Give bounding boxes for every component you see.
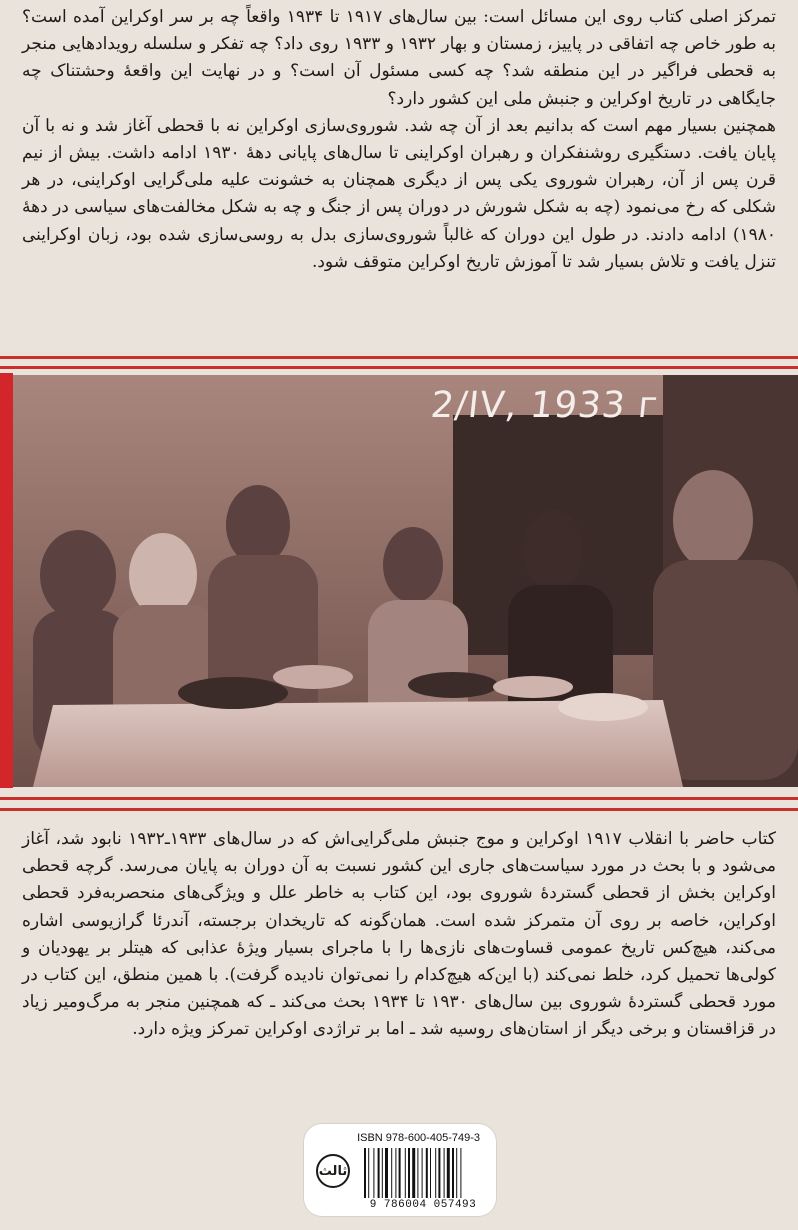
barcode-bar bbox=[412, 1148, 415, 1198]
photo-scene bbox=[13, 375, 798, 787]
barcode-bar bbox=[438, 1148, 440, 1198]
divider-line bbox=[0, 366, 798, 369]
divider-line bbox=[0, 356, 798, 359]
bottom-text-block bbox=[22, 826, 776, 1044]
publisher-logo-icon: ثالث bbox=[316, 1154, 350, 1188]
barcode-icon bbox=[362, 1148, 484, 1198]
red-side-bar bbox=[0, 373, 13, 788]
divider-line bbox=[0, 797, 798, 800]
barcode-bar bbox=[395, 1148, 396, 1198]
isbn-barcode-box bbox=[304, 1124, 496, 1216]
photo-date-caption: 2/IV, 1933 г bbox=[428, 385, 661, 426]
barcode-bar bbox=[430, 1148, 431, 1198]
barcode-bar bbox=[368, 1148, 369, 1198]
isbn-label: ISBN 978-600-405-749-3 bbox=[357, 1132, 480, 1144]
barcode-bar bbox=[385, 1148, 388, 1198]
top-text-block bbox=[22, 4, 776, 276]
barcode-bar bbox=[444, 1148, 445, 1198]
barcode-bar bbox=[456, 1148, 457, 1198]
barcode-bar bbox=[391, 1148, 392, 1198]
barcode-bar bbox=[460, 1148, 461, 1198]
archival-photo bbox=[13, 375, 798, 787]
barcode-bar bbox=[452, 1148, 454, 1198]
barcode-bar bbox=[426, 1148, 428, 1198]
barcode-bar bbox=[435, 1148, 436, 1198]
barcode-bar bbox=[447, 1148, 450, 1198]
barcode-bar bbox=[382, 1148, 383, 1198]
divider-line bbox=[0, 808, 798, 811]
barcode-bar bbox=[417, 1148, 418, 1198]
bottom-paragraph-1: کتاب حاضر با انقلاب ۱۹۱۷ اوکراین و موج جنبش ملی‌گرایی‌اش که در سال‌های ۱۹۳۳ـ۱۹۳۲ نابود شد، آغاز می‌شود و با بحث در مورد سیاست‌های جاری این کشور نسبت به آن دوران به پایان می‌رسد. گرچه قحطی اوکراین بخش از قحطی گستردهٔ شوروی بود، این کتاب به خاطر علل و ویژگی‌های منحصربه‌فرد قحطی اوکراین، خاصه بر روی آن متمرکز شده است. همان‌گونه که تاریخدان برجسته، آندرئا گرازیوسی اشاره می‌کند، هیچ‌کس تاریخ عمومی قساوت‌های نازی‌ها را با ماجرای بسیار ویژهٔ عذابی که هیتلر بر یهودیان و کولی‌ها تحمیل کرد، خلط نمی‌کند (با این‌که هیچ‌کدام را نمی‌توان نادیده گرفت). با همین منطق، این کتاب در مورد قحطی گستردهٔ شوروی بین سال‌های ۱۹۳۰ تا ۱۹۳۴ بحث می‌کند ـ که همچنین منجر به مرگ‌ومیر زیاد در قزاقستان و برخی دیگر از استان‌های روسیه شد ـ اما بر تراژدی اوکراین تمرکز ویژه دارد. bbox=[22, 829, 777, 1040]
barcode-bar bbox=[408, 1148, 410, 1198]
barcode-bar bbox=[378, 1148, 380, 1198]
barcode-bar bbox=[373, 1148, 374, 1198]
top-paragraph-2: همچنین بسیار مهم است که بدانیم بعد از آن چه شد. شوروی‌سازی اوکراین نه با قحطی آغاز شد و نه با آن پایان یافت. دستگیری روشنفکران و رهبران اوکراینی تا سال‌های پایانی دههٔ ۱۹۳۰ ادامه داشت. بیش از نیم قرن پس از آن، رهبران شوروی یکی پس از دیگری همچنان به خشونت علیه ملی‌گرایی اوکراینی، در هر شکلی که رخ می‌نمود (چه به شکل شورش در دوران پس از جنگ و چه به شکل مخالفت‌های سیاسی در دههٔ ۱۹۸۰) ادامه دادند. در طول این دوران که غالباً شوروی‌سازی بدل به روسی‌سازی شده بود، زبان اوکراینی تنزل یافت و تلاش بسیار شد تا آموزش تاریخ اوکراین متوقف شود. bbox=[22, 115, 776, 272]
barcode-bar bbox=[405, 1148, 406, 1198]
barcode-digits: 9 786004 057493 bbox=[369, 1199, 477, 1211]
barcode-bar bbox=[364, 1148, 366, 1198]
barcode-bar bbox=[422, 1148, 423, 1198]
top-paragraph-1: تمرکز اصلی کتاب روی این مسائل است: بین سال‌های ۱۹۱۷ تا ۱۹۳۴ واقعاً چه بر سر اوکراین آمده است؟ به طور خاص چه اتفاقی در پاییز، زمستان و بهار ۱۹۳۲ و ۱۹۳۳ روی داد؟ چه تفکر و سلسله رویدادهایی منجر به قحطی فراگیر در این منطقه شد؟ چه کسی مسئول آن است؟ و در نهایت این واقعهٔ وحشتناک چه جایگاهی در تاریخ اوکراین و جنبش ملی این کشور دارد؟ bbox=[22, 7, 776, 109]
barcode-bar bbox=[399, 1148, 401, 1198]
